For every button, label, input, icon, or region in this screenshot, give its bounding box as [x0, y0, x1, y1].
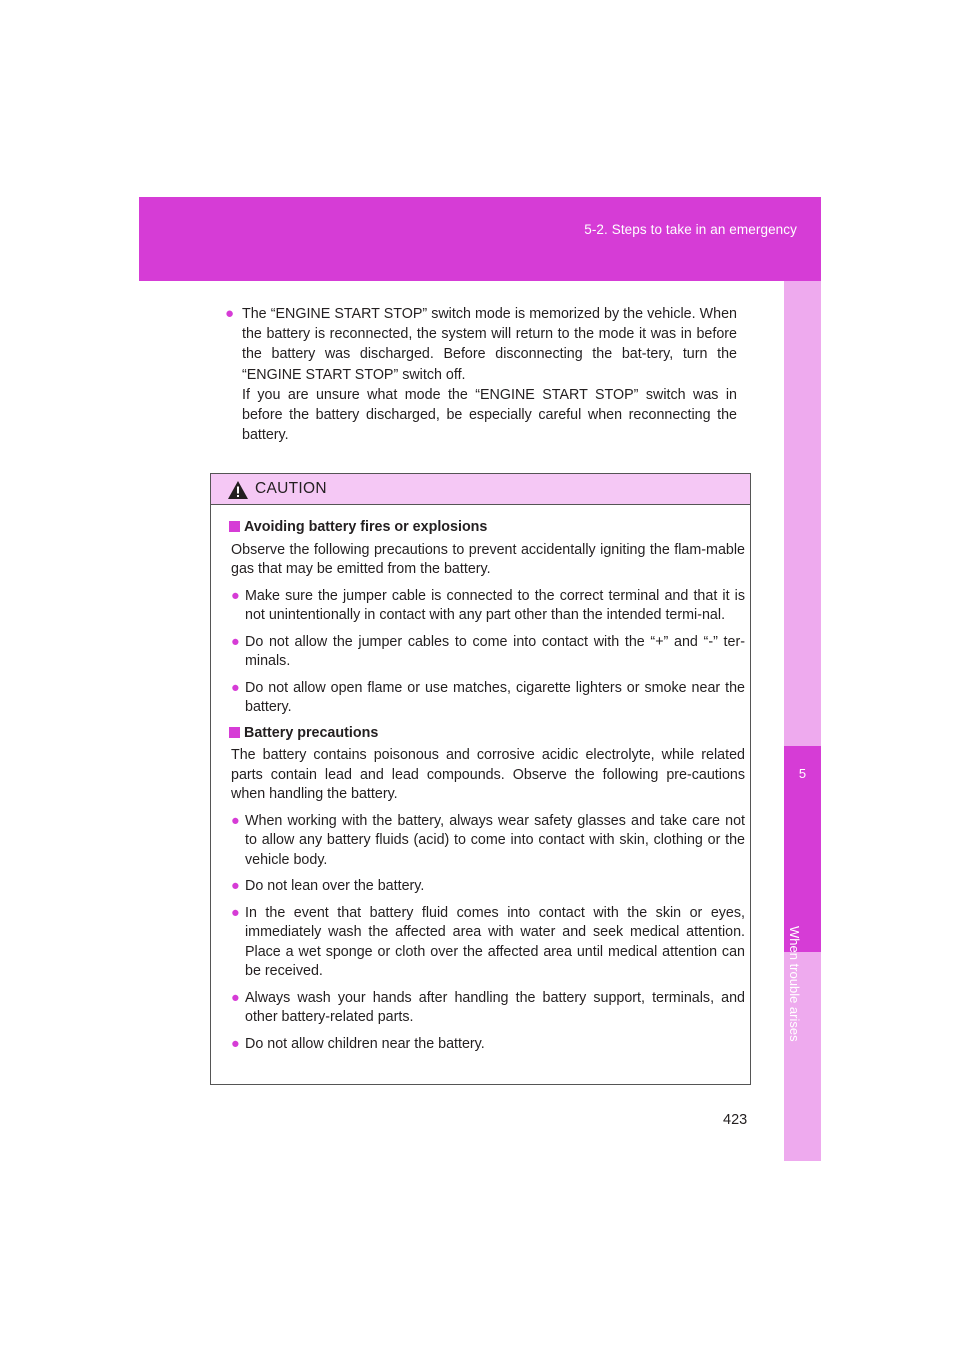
- caution-list-item: ● Always wash your hands after handling the battery support, terminals, and other battery-related parts.: [231, 989, 745, 1025]
- bullet-icon: ●: [231, 812, 240, 829]
- intro-text-2: If you are unsure what mode the “ENGINE START STOP” switch was in before the battery discharged, be especially careful when reconnecting the battery.: [242, 386, 737, 444]
- bullet-icon: ●: [231, 633, 240, 650]
- caution-section-paragraph: Observe the following precautions to prevent accidentally igniting the flam-mable gas that may be emitted from the battery.: [231, 541, 745, 577]
- bullet-icon: ●: [231, 904, 240, 921]
- caution-list-item: ● In the event that battery fluid comes into contact with the skin or eyes, immediately wash the affected area with water and seek medical attention. Place a wet sponge or cloth over the affected area until medical attention can be received.: [231, 904, 745, 979]
- square-bullet-icon: [229, 727, 240, 738]
- caution-title: CAUTION: [255, 480, 327, 497]
- chapter-side-tab-active: [784, 746, 821, 1042]
- square-bullet-icon: [229, 521, 240, 532]
- chapter-title: When trouble arises: [787, 926, 802, 1042]
- caution-section-heading: Avoiding battery fires or explosions: [229, 518, 745, 538]
- caution-body: [229, 518, 745, 1054]
- intro-note: [225, 304, 737, 445]
- bullet-icon: ●: [231, 989, 240, 1006]
- bullet-icon: ●: [231, 878, 240, 894]
- bullet-icon: ●: [231, 1035, 240, 1052]
- caution-section-heading: Battery precautions: [229, 724, 745, 744]
- bullet-icon: ●: [225, 305, 235, 322]
- warning-triangle-icon: [227, 480, 249, 500]
- caution-header: [211, 474, 750, 505]
- caution-list-item: ● Make sure the jumper cable is connected to the correct terminal and that it is not unintentionally in contact with any part other than the intended termi-nal.: [231, 587, 745, 623]
- caution-list-item: ● Do not allow children near the battery.: [229, 1035, 745, 1055]
- bullet-icon: ●: [231, 679, 240, 696]
- page-number: 423: [723, 1112, 748, 1128]
- caution-list-item: ● Do not allow open flame or use matches, cigarette lighters or smoke near the battery.: [231, 679, 745, 715]
- caution-list-item: ● Do not lean over the battery.: [229, 877, 745, 897]
- section-title: 5-2. Steps to take in an emergency: [584, 222, 797, 237]
- caution-section-paragraph: The battery contains poisonous and corrosive acidic electrolyte, while related parts contain lead and lead compounds. Observe the following pre-cautions when handling the battery.: [231, 747, 745, 802]
- intro-text: The “ENGINE START STOP” switch mode is memorized by the vehicle. When the battery is reconnected, the system will return to the mode it was in before the battery was discharged. Before disconnecting the bat-tery, turn the “ENGINE START STOP” switch off.: [242, 306, 737, 383]
- section-header-band: [139, 197, 821, 281]
- caution-box: [210, 473, 751, 1085]
- caution-list-item: ● Do not allow the jumper cables to come into contact with the “+” and “-” ter-minals.: [231, 633, 745, 669]
- chapter-number: 5: [798, 766, 807, 781]
- intro-bullet-item: [225, 304, 737, 445]
- caution-list-item: ● When working with the battery, always wear safety glasses and take care not to allow any battery fluids (acid) to come into contact with skin, clothing or the vehicle body.: [231, 812, 745, 868]
- bullet-icon: ●: [231, 587, 240, 604]
